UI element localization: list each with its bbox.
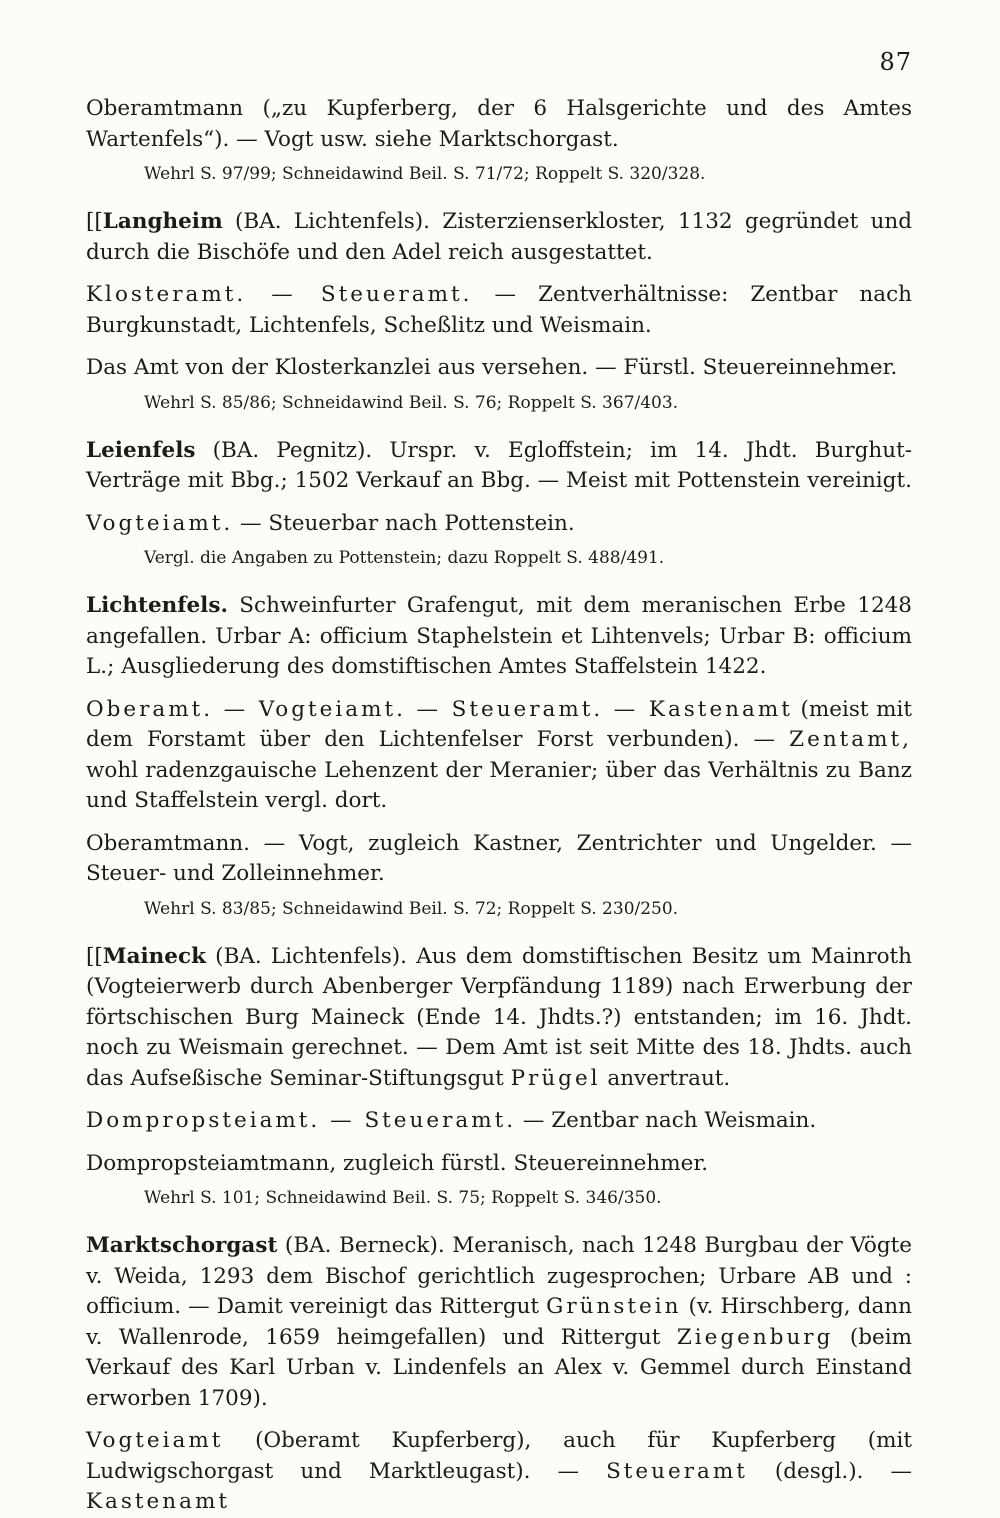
place-name-spaced: Prügel	[510, 1065, 601, 1091]
entry-text: — Zentverhältnisse: Zentbar nach Burgkunstadt, Lichtenfels, Scheßlitz und Weismain.	[86, 282, 912, 338]
place-name-spaced: Grünstein	[546, 1294, 682, 1319]
page-content	[86, 94, 912, 1518]
entry-leienfels-offices	[86, 509, 912, 540]
office-names: Vogteiamt	[86, 1428, 224, 1453]
entry-marktschorgast-offices	[86, 1426, 912, 1518]
entry-heading-leienfels: Leienfels	[86, 437, 196, 463]
office-names: Kastenamt	[86, 1489, 230, 1514]
bracket-mark: [[	[86, 209, 103, 234]
entry-text: (Oberamt Kupferberg), auch für Kupferberg (mit Ludwigschorgast und Marktleugast). —	[86, 1428, 912, 1484]
entry-heading-marktschorgast: Marktschorgast	[86, 1233, 278, 1258]
bracket-mark: [[	[86, 943, 103, 969]
entry-text: (desgl.). —	[747, 1458, 912, 1484]
entry-heading-lichtenfels: Lichtenfels.	[86, 593, 228, 618]
entry-text: (BA. Pegnitz). Urspr. v. Egloffstein; im 14. Jhdt. Burghut-Verträge mit Bbg.; 1502 Verkauf an Bbg. — Meist mit Pottenstein vereinigt.	[86, 437, 912, 493]
entry-maineck-intro	[86, 942, 912, 1095]
reference-line: Wehrl S. 97/99; Schneidawind Beil. S. 71/72; Roppelt S. 320/328.	[144, 164, 706, 184]
entry-text: (beim Verkauf des Karl Urban v. Lindenfels an Alex v. Gemmel durch Einstand erworben 1709).	[86, 1324, 912, 1411]
entry-lichtenfels-offices	[86, 695, 912, 817]
entry-langheim-admin: Das Amt von der Klosterkanzlei aus versehen. — Fürstl. Steuereinnehmer.	[86, 355, 898, 380]
entry-text: — Steuerbar nach Pottenstein.	[233, 510, 575, 536]
page-number: 87	[879, 48, 912, 76]
entry-continuation-paragraph: Oberamtmann („zu Kupferberg, der 6 Halsgerichte und des Amtes Wartenfels“). — Vogt usw. siehe Marktschorgast.	[86, 96, 912, 152]
entry-text: (BA. Lichtenfels). Zisterzienserkloster, 1132 gegründet und durch die Bischöfe und den Adel reich ausgestattet.	[86, 209, 912, 265]
entry-text: (BA. Berneck). Meranisch, nach 1248 Burgbau der Vögte v. Weida, 1293 dem Bischof gerichtlich zugesprochen; Urbare AB und : officium. — Damit vereinigt das Rittergut	[86, 1233, 912, 1319]
entry-marktschorgast-intro	[86, 1231, 912, 1414]
office-names: Oberamt. — Vogteiamt. — Steueramt. — Kastenamt	[86, 696, 793, 722]
office-names: Steueramt	[606, 1458, 748, 1484]
entry-text: — Zentbar nach Weismain.	[516, 1108, 817, 1133]
entry-text: wohl radenzgauische Lehenzent der Meranier; über das Verhältnis zu Banz und Staffelstein vergl. dort.	[86, 757, 912, 813]
office-names: Dompropsteiamt. — Steueramt.	[86, 1108, 517, 1133]
office-names: Klosteramt. — Steueramt.	[86, 282, 473, 307]
reference-line: Wehrl S. 85/86; Schneidawind Beil. S. 76; Roppelt S. 367/403.	[144, 392, 679, 413]
office-names: Vogteiamt.	[86, 510, 234, 536]
entry-text: (BA. Lichtenfels). Aus dem domstiftischen Besitz um Mainroth (Vogteierwerb durch Abenberger Verpfändung 1189) nach Erwerbung der förtschischen Burg Maineck (Ende 14. Jhdts.?) entstanden; im 16. Jhdt. noch zu Weismain gerechnet. — Dem Amt ist seit Mitte des 18. Jhdts. auch das Aufseßische Seminar-Stiftungsgut	[86, 943, 912, 1091]
entry-text: anvertraut.	[600, 1065, 731, 1091]
entry-lichtenfels-intro	[86, 591, 912, 683]
entry-text: (meist mit dem Forstamt über den Lichtenfelser Forst verbunden). —	[86, 696, 913, 752]
reference-line: Wehrl S. 83/85; Schneidawind Beil. S. 72; Roppelt S. 230/250.	[144, 898, 679, 919]
entry-lichtenfels-admin: Oberamtmann. — Vogt, zugleich Kastner, Zentrichter und Ungelder. — Steuer- und Zolleinnehmer.	[86, 830, 912, 886]
entry-maineck-admin: Dompropsteiamtmann, zugleich fürstl. Steuereinnehmer.	[86, 1150, 709, 1176]
entry-leienfels-intro	[86, 436, 912, 497]
reference-line: Wehrl S. 101; Schneidawind Beil. S. 75; Roppelt S. 346/350.	[144, 1188, 662, 1208]
entry-heading-maineck: Maineck	[102, 943, 206, 969]
entry-langheim-offices	[86, 280, 912, 341]
office-names: Zentamt,	[789, 727, 912, 752]
entry-text: Schweinfurter Grafengut, mit dem meranischen Erbe 1248 angefallen. Urbar A: officium Staphelstein et Lihtenvels; Urbar B: officium L.; Ausgliederung des domstiftischen Amtes Staffelstein 1422.	[86, 593, 912, 679]
place-name-spaced: Ziegenburg	[676, 1324, 834, 1350]
reference-line: Vergl. die Angaben zu Pottenstein; dazu Roppelt S. 488/491.	[144, 548, 665, 568]
entry-heading-langheim: Langheim	[102, 209, 223, 234]
entry-maineck-offices	[86, 1106, 912, 1137]
entry-text: (v. Hirschberg, dann v. Wallenrode, 1659 heimgefallen) und Rittergut	[86, 1294, 913, 1350]
entry-langheim-intro	[86, 207, 912, 268]
